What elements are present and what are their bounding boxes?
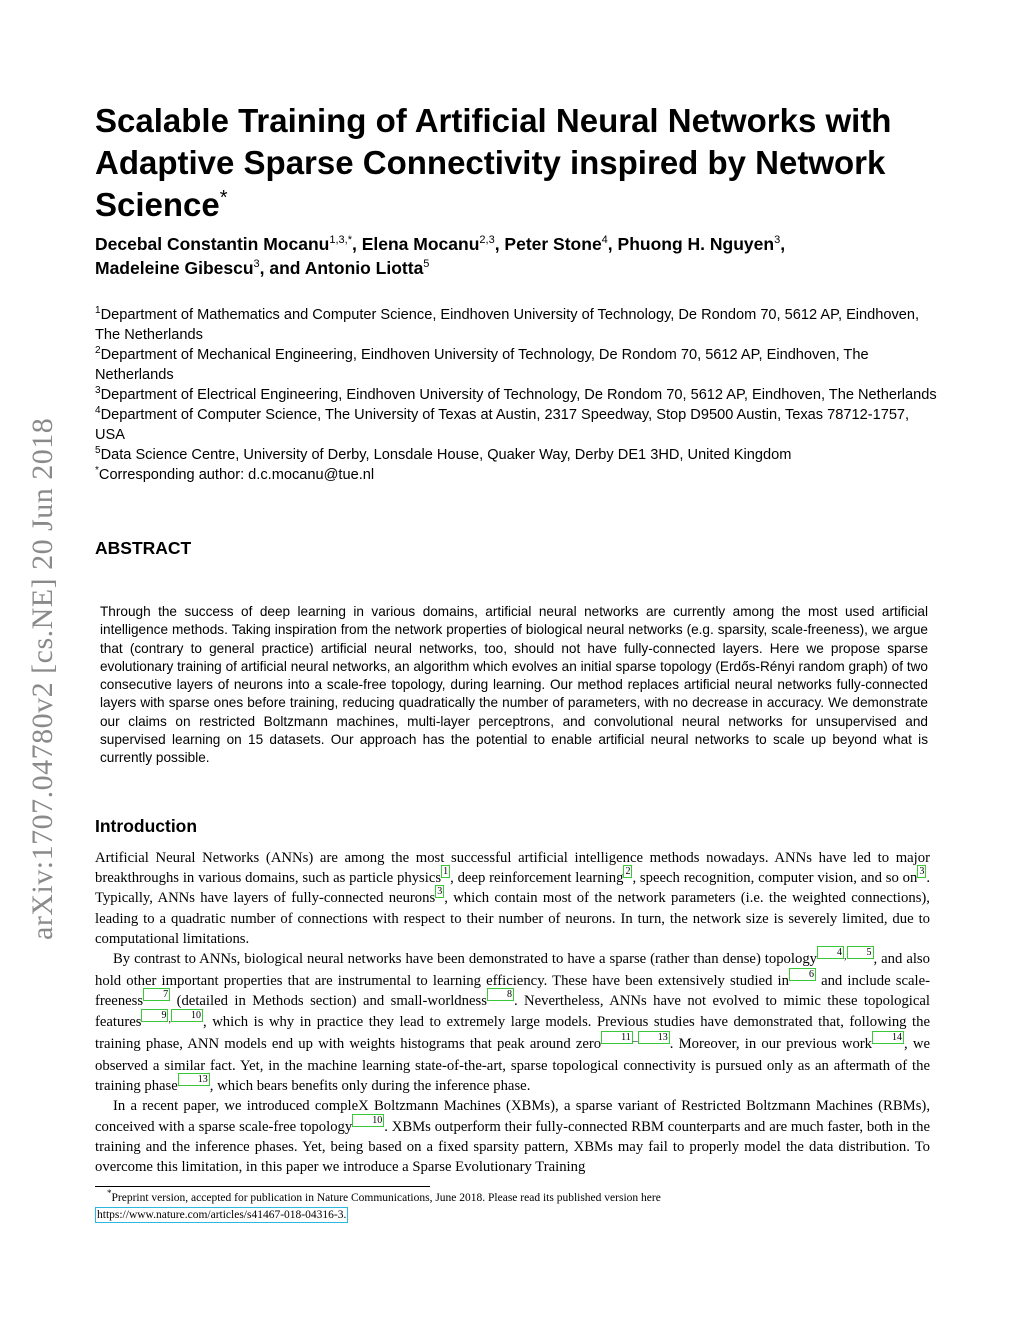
paragraph-text: . XBMs outperform their fully-connected RBM counterparts and are much faster, both in the training and the inference phases. Yet, being based on a fixed sparsity pattern, XBMs may fail to properly model the data distribution. To overcome this limitation, in this paper we introduce a Sparse Evolutionary Training <box>95 1118 930 1176</box>
citation-link[interactable]: 13 <box>178 1073 210 1086</box>
footnote <box>95 1190 935 1224</box>
author-name: Peter Stone <box>504 234 602 254</box>
paragraph-text: By contrast to ANNs, biological neural networks have been demonstrated to have a sparse (rather than dense) topology <box>113 951 818 968</box>
author-name: Madeleine Gibescu <box>95 258 254 278</box>
published-version-link[interactable]: https://www.nature.com/articles/s41467-018-04316-3. <box>97 1209 347 1221</box>
citation-link[interactable]: 3 <box>437 886 443 898</box>
author-separator: , and <box>259 258 305 278</box>
intro-paragraph-3 <box>95 1096 930 1177</box>
affiliation-item <box>95 345 940 385</box>
title-footnote-mark[interactable]: * <box>219 187 228 209</box>
citation-link[interactable]: 10 <box>171 1009 203 1022</box>
citation-link[interactable]: 6 <box>789 968 816 981</box>
author-affil-marks: 4 <box>601 234 608 247</box>
introduction-heading: Introduction <box>95 816 198 836</box>
affiliation-number: 4 <box>95 405 101 417</box>
citation-link[interactable]: 1 <box>443 866 449 878</box>
affiliation-text: Data Science Centre, University of Derby, Lonsdale House, Quaker Way, Derby DE1 3HD, United Kingdom <box>100 447 792 463</box>
citation-link[interactable]: 8 <box>487 988 514 1001</box>
title-line-1: Scalable Training of Artificial Neural Networks with <box>95 102 892 139</box>
affiliation-number: 1 <box>95 305 101 317</box>
author-separator: , <box>494 234 505 254</box>
affiliation-item <box>95 305 940 345</box>
citation-link[interactable]: 10 <box>352 1114 384 1127</box>
citation-link[interactable]: 3 <box>919 866 925 878</box>
citation-link[interactable]: 5 <box>847 946 874 959</box>
paragraph-text: , which is why in practice they lead to extremely large models. Previous studies have demonstrated that, following the training phase, ANN models end up with weights histograms that peak around zero <box>95 1013 930 1052</box>
abstract-heading: ABSTRACT <box>95 538 192 558</box>
paragraph-text: , which bears benefits only during the inference phase. <box>209 1078 531 1095</box>
author-list <box>95 232 955 280</box>
footnote-text: Preprint version, accepted for publication in Nature Communications, June 2018. Please read its published version here <box>111 1192 661 1204</box>
citation-separator: , <box>168 1013 171 1025</box>
introduction-body <box>95 848 930 1177</box>
author-affil-marks: 3 <box>774 234 781 247</box>
paragraph-text: . Moreover, in our previous work <box>669 1035 873 1052</box>
abstract-text: Through the success of deep learning in various domains, artificial neural networks are currently among the most used artificial intelligence methods. Taking inspiration from the network properties of biological neural networks (e.g. sparsity, scale-freeness), we argue that (contrary to general practice) artificial neural networks, too, should not have fully-connected layers. Here we propose sparse evolutionary training of artificial neural networks, an algorithm which evolves an initial sparse topology (Erdős-Rényi random graph) of two consecutive layers of neurons into a scale-free topology, during learning. Our method replaces artificial neural networks fully-connected layers with sparse ones before training, reducing quadratically the number of parameters, with no decrease in accuracy. We demonstrate our claims on restricted Boltzmann machines, multi-layer perceptrons, and convolutional neural networks for unsupervised and supervised learning on 15 datasets. Our approach has the potential to enable artificial neural networks to scale up beyond what is currently possible. <box>100 604 928 766</box>
arxiv-identifier-stamp[interactable]: arXiv:1707.04780v2 [cs.NE] 20 Jun 2018 <box>26 417 59 940</box>
citation-link[interactable]: 2 <box>625 866 631 878</box>
paragraph-text: Artificial Neural Networks (ANNs) are among the most successful artificial intelligence methods nowadays. ANNs have led to major breakthroughs in various domains, such as particle physics <box>95 850 930 887</box>
author-affil-marks: 3 <box>253 258 260 271</box>
paragraph-text: In a recent paper, we introduced compleX Boltzmann Machines (XBMs), a sparse variant of Restricted Boltzmann Machines (RBMs), conceived with a sparse scale-free topology <box>95 1098 930 1135</box>
paragraph-text: , which contain most of the network parameters (i.e. the weighted connections), leading to a quadratic number of connections with respect to their number of neurons. In turn, the network size is severely limited, due to computational limitations. <box>95 890 930 947</box>
corresponding-author-text: Corresponding author: d.c.mocanu@tue.nl <box>98 467 375 483</box>
author-name: Decebal Constantin Mocanu <box>95 234 330 254</box>
paper-title <box>95 100 935 226</box>
affiliation-text: Department of Computer Science, The University of Texas at Austin, 2317 Speedway, Stop D9500 Austin, Texas 78712-1757, USA <box>95 407 910 443</box>
author-separator: , <box>607 234 618 254</box>
citation-link[interactable]: 14 <box>872 1031 904 1044</box>
affiliation-number: 3 <box>95 385 101 397</box>
paragraph-text: , and also hold other important properties that are instrumental to learning efficiency. These have been extensively studied in <box>95 951 930 990</box>
title-line-3: Science <box>95 186 220 223</box>
affiliation-text: Department of Mechanical Engineering, Eindhoven University of Technology, De Rondom 70, 5612 AP, Eindhoven, The Netherlands <box>95 347 869 383</box>
paragraph-text: (detailed in Methods section) and small-worldness <box>170 993 487 1010</box>
author-affil-marks: 2,3 <box>479 234 495 247</box>
author-separator: , <box>351 234 362 254</box>
footnote-divider <box>95 1186 430 1187</box>
affiliation-item <box>95 445 940 465</box>
citation-link[interactable]: 9 <box>141 1009 168 1022</box>
citation-link[interactable]: 13 <box>638 1031 670 1044</box>
paragraph-text: and include scale-freeness <box>95 973 930 1010</box>
footnote-line <box>95 1190 935 1207</box>
affiliation-item <box>95 385 940 405</box>
citation-link[interactable]: 4 <box>817 946 844 959</box>
citation-link[interactable]: 7 <box>143 988 170 1001</box>
author-affil-marks: 1,3,* <box>329 234 352 247</box>
author-affil-marks: 5 <box>423 258 430 271</box>
paragraph-text: . Typically, ANNs have layers of fully-connected neurons <box>95 870 931 907</box>
citation-link[interactable]: 11 <box>601 1031 633 1044</box>
affiliation-list <box>95 305 940 485</box>
author-name: Antonio Liotta <box>304 258 424 278</box>
author-separator: , <box>780 234 786 254</box>
affiliation-number: 2 <box>95 345 101 357</box>
title-line-2: Adaptive Sparse Connectivity inspired by Network <box>95 144 886 181</box>
citation-separator: , <box>844 951 847 963</box>
citation-separator: – <box>632 1035 638 1047</box>
paragraph-text: , we observed a similar fact. Yet, in the machine learning state-of-the-art, sparse topological connectivity is pursued only as an aftermath of the training phase <box>95 1035 930 1095</box>
affiliation-number: 5 <box>95 445 101 457</box>
footnote-mark: * <box>107 1188 112 1199</box>
intro-paragraph-2 <box>95 949 930 1096</box>
intro-paragraph-1 <box>95 848 930 949</box>
author-name: Phuong H. Nguyen <box>617 234 775 254</box>
author-name: Elena Mocanu <box>361 234 480 254</box>
paragraph-text: , deep reinforcement learning <box>450 870 624 887</box>
paragraph-text: , speech recognition, computer vision, and so on <box>632 870 918 887</box>
paragraph-text: . Nevertheless, ANNs have not evolved to mimic these topological features <box>95 993 930 1030</box>
affiliation-item <box>95 465 940 485</box>
affiliation-text: Department of Mathematics and Computer Science, Eindhoven University of Technology, De Rondom 70, 5612 AP, Eindhoven, The Netherlands <box>95 307 920 343</box>
affiliation-text: Department of Electrical Engineering, Eindhoven University of Technology, De Rondom 70, 5612 AP, Eindhoven, The Netherlands <box>100 387 937 403</box>
affiliation-item <box>95 405 940 445</box>
affiliation-number: * <box>95 465 99 477</box>
